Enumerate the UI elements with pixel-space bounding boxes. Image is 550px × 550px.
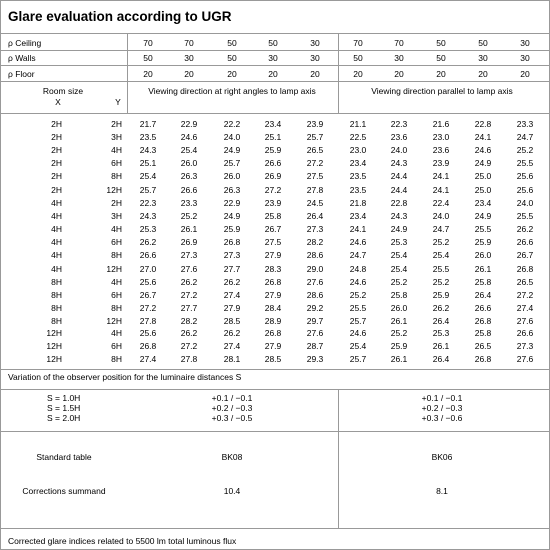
ugr-value: 27.6 — [516, 316, 534, 327]
room-x: 4H — [51, 224, 62, 235]
ugr-value: 25.4 — [349, 341, 367, 352]
ugr-value: 26.1 — [390, 316, 408, 327]
room-x: 2H — [51, 119, 62, 129]
ugr-value: 26.3 — [223, 184, 241, 195]
ugr-value: 27.4 — [223, 341, 241, 352]
h-rule — [1, 369, 549, 370]
reflectance-value: 50 — [353, 53, 363, 63]
corrections-right: 10.4 — [223, 486, 241, 496]
ugr-value: 22.3 — [390, 119, 408, 129]
reflectance-value: 20 — [394, 69, 404, 79]
ugr-value: 28.2 — [180, 316, 198, 327]
ugr-value: 24.3 — [139, 145, 157, 156]
reflectance-value: 70 — [394, 38, 404, 48]
ugr-value: 25.4 — [390, 263, 408, 274]
ugr-value: 26.6 — [139, 250, 157, 261]
ugr-value: 27.8 — [139, 316, 157, 327]
ugr-value: 23.4 — [264, 119, 282, 129]
ugr-value: 24.3 — [390, 158, 408, 169]
h-rule — [1, 81, 549, 82]
ugr-value: 24.0 — [223, 132, 241, 143]
ugr-value: 23.5 — [139, 132, 157, 143]
ugr-value: 26.2 — [139, 237, 157, 248]
variation-right: +0.2 / −0.3 — [211, 403, 253, 413]
ugr-value: 24.9 — [223, 145, 241, 156]
ugr-value: 25.3 — [139, 224, 157, 235]
ugr-value: 25.1 — [139, 158, 157, 169]
ugr-value: 25.2 — [349, 290, 367, 301]
reflectance-value: 30 — [520, 38, 530, 48]
ugr-value: 23.5 — [349, 171, 367, 182]
ugr-value: 26.8 — [474, 354, 492, 365]
ugr-value: 24.6 — [349, 277, 367, 287]
ugr-value: 26.0 — [474, 250, 492, 261]
ugr-value: 27.8 — [306, 184, 324, 195]
ugr-value: 26.1 — [390, 354, 408, 365]
reflectance-value: 70 — [143, 38, 153, 48]
reflectance-value: 20 — [184, 69, 194, 79]
ugr-value: 26.2 — [180, 328, 198, 338]
h-rule — [1, 431, 549, 432]
ugr-value: 26.6 — [180, 184, 198, 195]
room-x: 2H — [51, 158, 62, 169]
ugr-value: 23.9 — [264, 198, 282, 208]
ugr-value: 27.6 — [180, 263, 198, 274]
ugr-value: 24.0 — [432, 211, 450, 222]
ugr-value: 27.3 — [516, 341, 534, 352]
reflectance-value: 20 — [268, 69, 278, 79]
ugr-value: 25.2 — [180, 211, 198, 222]
ugr-value: 25.9 — [264, 145, 282, 156]
reflectance-label: ρ Floor — [8, 69, 35, 79]
reflectance-value: 30 — [268, 53, 278, 63]
ugr-value: 26.5 — [306, 145, 324, 156]
room-x: 4H — [51, 211, 62, 222]
room-x: 8H — [51, 290, 62, 301]
reflectance-value: 20 — [143, 69, 153, 79]
ugr-value: 26.6 — [516, 237, 534, 248]
ugr-value: 24.8 — [349, 263, 367, 274]
ugr-value: 26.0 — [223, 171, 241, 182]
ugr-value: 25.4 — [180, 145, 198, 156]
ugr-value: 26.2 — [223, 277, 241, 287]
ugr-value: 26.6 — [264, 158, 282, 169]
y-header: Y — [115, 97, 121, 107]
reflectance-value: 20 — [310, 69, 320, 79]
ugr-value: 22.8 — [474, 119, 492, 129]
ugr-value: 27.3 — [223, 250, 241, 261]
ugr-value: 25.7 — [306, 132, 324, 143]
ugr-value: 23.9 — [432, 158, 450, 169]
x-header: X — [55, 97, 61, 107]
ugr-value: 23.4 — [349, 211, 367, 222]
room-x: 4H — [51, 263, 62, 274]
reflectance-value: 70 — [353, 38, 363, 48]
ugr-value: 26.4 — [306, 211, 324, 222]
ugr-value: 22.9 — [223, 198, 241, 208]
room-y: 8H — [111, 303, 122, 314]
ugr-value: 28.2 — [306, 237, 324, 248]
ugr-value: 27.9 — [264, 341, 282, 352]
ugr-value: 26.7 — [139, 290, 157, 301]
ugr-value: 25.8 — [474, 328, 492, 338]
reflectance-value: 30 — [184, 53, 194, 63]
reflectance-value: 30 — [520, 53, 530, 63]
reflectance-value: 20 — [478, 69, 488, 79]
ugr-value: 25.7 — [139, 184, 157, 195]
ugr-value: 25.9 — [474, 237, 492, 248]
room-x: 12H — [46, 354, 62, 365]
ugr-value: 25.3 — [390, 237, 408, 248]
h-rule — [1, 65, 549, 66]
ugr-value: 27.4 — [516, 303, 534, 314]
ugr-value: 26.1 — [432, 341, 450, 352]
room-y: 12H — [106, 316, 122, 327]
ugr-value: 25.9 — [390, 341, 408, 352]
ugr-value: 27.2 — [306, 158, 324, 169]
standard-table-label: Standard table — [36, 452, 92, 462]
ugr-value: 28.7 — [306, 341, 324, 352]
ugr-value: 24.1 — [349, 224, 367, 235]
ugr-value: 27.2 — [180, 341, 198, 352]
room-y: 6H — [111, 158, 122, 169]
reflectance-label: ρ Ceiling — [8, 38, 42, 48]
ugr-value: 26.8 — [139, 341, 157, 352]
ugr-value: 25.9 — [223, 224, 241, 235]
room-y: 12H — [106, 184, 122, 195]
ugr-value: 25.4 — [139, 171, 157, 182]
ugr-value: 28.3 — [264, 263, 282, 274]
ugr-value: 27.4 — [139, 354, 157, 365]
ugr-value: 24.6 — [180, 132, 198, 143]
ugr-value: 27.6 — [306, 277, 324, 287]
ugr-value: 26.6 — [474, 303, 492, 314]
ugr-value: 27.6 — [306, 328, 324, 338]
room-y: 4H — [111, 328, 122, 338]
ugr-value: 25.6 — [516, 184, 534, 195]
ugr-value: 25.8 — [264, 211, 282, 222]
ugr-value: 26.7 — [264, 224, 282, 235]
ugr-value: 26.1 — [180, 224, 198, 235]
ugr-value: 25.5 — [349, 303, 367, 314]
ugr-value: 26.5 — [474, 341, 492, 352]
room-y: 3H — [111, 211, 122, 222]
ugr-value: 29.3 — [306, 354, 324, 365]
variation-parallel: +0.1 / −0.1 — [421, 393, 463, 403]
ugr-value: 26.1 — [474, 263, 492, 274]
room-y: 8H — [111, 250, 122, 261]
h-rule — [1, 33, 549, 34]
reflectance-value: 30 — [310, 53, 320, 63]
ugr-value: 26.9 — [180, 237, 198, 248]
ugr-value: 24.9 — [390, 224, 408, 235]
room-y: 4H — [111, 224, 122, 235]
s-label: S = 1.0H — [47, 393, 81, 403]
ugr-value: 27.2 — [180, 290, 198, 301]
ugr-value: 24.7 — [516, 132, 534, 143]
ugr-value: 29.7 — [306, 316, 324, 327]
ugr-value: 25.4 — [432, 250, 450, 261]
ugr-value: 24.0 — [390, 145, 408, 156]
room-x: 8H — [51, 303, 62, 314]
ugr-value: 27.9 — [264, 250, 282, 261]
room-y: 8H — [111, 171, 122, 182]
ugr-value: 23.0 — [432, 132, 450, 143]
ugr-value: 26.8 — [264, 277, 282, 287]
room-x: 8H — [51, 316, 62, 327]
ugr-value: 25.8 — [474, 277, 492, 287]
ugr-value: 26.2 — [516, 224, 534, 235]
ugr-value: 28.5 — [264, 354, 282, 365]
ugr-value: 27.0 — [139, 263, 157, 274]
ugr-value: 27.8 — [180, 354, 198, 365]
ugr-value: 21.1 — [349, 119, 367, 129]
ugr-value: 23.3 — [516, 119, 534, 129]
ugr-value: 22.3 — [139, 198, 157, 208]
ugr-value: 26.3 — [180, 171, 198, 182]
ugr-value: 24.4 — [390, 171, 408, 182]
ugr-value: 25.8 — [390, 290, 408, 301]
ugr-value: 22.9 — [180, 119, 198, 129]
ugr-value: 25.5 — [474, 224, 492, 235]
reflectance-value: 30 — [394, 53, 404, 63]
ugr-value: 25.2 — [432, 237, 450, 248]
ugr-value: 28.6 — [306, 290, 324, 301]
ugr-value: 25.5 — [432, 263, 450, 274]
reflectance-value: 20 — [227, 69, 237, 79]
ugr-value: 27.2 — [516, 290, 534, 301]
ugr-value: 21.6 — [432, 119, 450, 129]
reflectance-value: 20 — [436, 69, 446, 79]
ugr-value: 25.2 — [516, 145, 534, 156]
ugr-value: 26.7 — [516, 250, 534, 261]
ugr-value: 25.6 — [516, 171, 534, 182]
reflectance-value: 50 — [436, 53, 446, 63]
corrections-parallel: 8.1 — [436, 486, 448, 496]
reflectance-value: 50 — [143, 53, 153, 63]
reflectance-value: 50 — [478, 38, 488, 48]
ugr-value: 27.3 — [180, 250, 198, 261]
ugr-value: 26.4 — [432, 316, 450, 327]
ugr-value: 24.0 — [516, 198, 534, 208]
h-rule — [1, 528, 549, 529]
ugr-value: 23.9 — [306, 119, 324, 129]
ugr-value: 21.8 — [349, 198, 367, 208]
page-title: Glare evaluation according to UGR — [8, 9, 232, 24]
room-y: 2H — [111, 119, 122, 129]
ugr-value: 27.7 — [180, 303, 198, 314]
ugr-value: 25.7 — [349, 316, 367, 327]
parallel-header: Viewing direction parallel to lamp axis — [371, 86, 513, 96]
s-label: S = 1.5H — [47, 403, 81, 413]
corrections-label: Corrections summand — [22, 486, 106, 496]
ugr-value: 27.2 — [139, 303, 157, 314]
room-x: 2H — [51, 145, 62, 156]
ugr-value: 26.2 — [223, 328, 241, 338]
ugr-value: 25.0 — [474, 184, 492, 195]
ugr-value: 26.0 — [180, 158, 198, 169]
v-rule — [338, 33, 339, 113]
ugr-value: 26.8 — [516, 263, 534, 274]
ugr-value: 26.4 — [474, 290, 492, 301]
reflectance-value: 50 — [227, 38, 237, 48]
reflectance-value: 50 — [436, 38, 446, 48]
ugr-value: 28.9 — [264, 316, 282, 327]
ugr-value: 25.2 — [390, 328, 408, 338]
room-y: 12H — [106, 263, 122, 274]
ugr-value: 24.9 — [223, 211, 241, 222]
ugr-value: 24.6 — [349, 237, 367, 248]
room-y: 6H — [111, 341, 122, 352]
ugr-value: 25.7 — [223, 158, 241, 169]
ugr-value: 25.6 — [139, 277, 157, 287]
room-x: 12H — [46, 328, 62, 338]
h-rule — [1, 113, 549, 114]
room-x: 2H — [51, 132, 62, 143]
reflectance-value: 20 — [353, 69, 363, 79]
room-x: 4H — [51, 250, 62, 261]
ugr-value: 25.2 — [390, 277, 408, 287]
reflectance-value: 50 — [227, 53, 237, 63]
room-y: 6H — [111, 237, 122, 248]
room-x: 2H — [51, 184, 62, 195]
reflectance-value: 30 — [310, 38, 320, 48]
s-label: S = 2.0H — [47, 413, 81, 423]
ugr-value: 26.9 — [264, 171, 282, 182]
ugr-value: 25.5 — [516, 211, 534, 222]
ugr-value: 23.0 — [349, 145, 367, 156]
ugr-value: 27.5 — [264, 237, 282, 248]
ugr-value: 23.5 — [349, 184, 367, 195]
ugr-value: 28.5 — [223, 316, 241, 327]
ugr-value: 24.1 — [432, 171, 450, 182]
ugr-value: 26.8 — [474, 316, 492, 327]
ugr-value: 25.1 — [264, 132, 282, 143]
ugr-value: 26.8 — [264, 328, 282, 338]
footer-note: Corrected glare indices related to 5500 lm total luminous flux — [8, 536, 237, 546]
ugr-value: 24.7 — [349, 250, 367, 261]
room-x: 12H — [46, 341, 62, 352]
room-y: 4H — [111, 277, 122, 287]
ugr-value: 26.0 — [390, 303, 408, 314]
reflectance-value: 50 — [268, 38, 278, 48]
ugr-value: 27.7 — [223, 263, 241, 274]
ugr-value: 24.5 — [306, 198, 324, 208]
ugr-value: 27.9 — [264, 290, 282, 301]
ugr-value: 24.1 — [474, 132, 492, 143]
reflectance-label: ρ Walls — [8, 53, 36, 63]
ugr-value: 27.9 — [223, 303, 241, 314]
ugr-value: 24.9 — [474, 211, 492, 222]
ugr-value: 25.3 — [432, 328, 450, 338]
right-angles-header: Viewing direction at right angles to lamp axis — [148, 86, 316, 96]
ugr-value: 24.4 — [390, 184, 408, 195]
reflectance-value: 20 — [520, 69, 530, 79]
room-x: 8H — [51, 277, 62, 287]
ugr-value: 27.5 — [306, 171, 324, 182]
variation-parallel: +0.3 / −0.6 — [421, 413, 463, 423]
ugr-value: 26.2 — [432, 303, 450, 314]
ugr-value: 25.5 — [516, 158, 534, 169]
ugr-value: 24.3 — [390, 211, 408, 222]
room-y: 2H — [111, 198, 122, 208]
ugr-value: 24.6 — [349, 328, 367, 338]
variation-right: +0.1 / −0.1 — [211, 393, 253, 403]
ugr-value: 26.6 — [516, 328, 534, 338]
ugr-value: 25.0 — [474, 171, 492, 182]
ugr-value: 24.7 — [432, 224, 450, 235]
room-x: 4H — [51, 237, 62, 248]
h-rule — [1, 50, 549, 51]
ugr-value: 25.6 — [139, 328, 157, 338]
ugr-value: 27.3 — [306, 224, 324, 235]
room-x: 4H — [51, 198, 62, 208]
ugr-value: 25.4 — [390, 250, 408, 261]
ugr-value: 29.0 — [306, 263, 324, 274]
variation-label: Variation of the observer position for the luminaire distances S — [8, 372, 242, 382]
ugr-value: 24.1 — [432, 184, 450, 195]
standard-table-parallel: BK06 — [431, 452, 453, 462]
ugr-value: 25.7 — [349, 354, 367, 365]
ugr-value: 26.4 — [432, 354, 450, 365]
ugr-value: 24.6 — [474, 145, 492, 156]
ugr-value: 26.8 — [223, 237, 241, 248]
v-rule — [338, 389, 339, 528]
variation-parallel: +0.2 / −0.3 — [421, 403, 463, 413]
ugr-value: 22.2 — [223, 119, 241, 129]
ugr-value: 22.8 — [390, 198, 408, 208]
ugr-value: 28.1 — [223, 354, 241, 365]
variation-right: +0.3 / −0.5 — [211, 413, 253, 423]
room-x: 2H — [51, 171, 62, 182]
ugr-value: 27.4 — [223, 290, 241, 301]
ugr-value: 25.9 — [432, 290, 450, 301]
reflectance-value: 30 — [478, 53, 488, 63]
ugr-value: 21.7 — [139, 119, 157, 129]
ugr-value: 23.6 — [390, 132, 408, 143]
ugr-value: 27.2 — [264, 184, 282, 195]
ugr-value: 22.4 — [432, 198, 450, 208]
ugr-value: 24.3 — [139, 211, 157, 222]
reflectance-value: 70 — [184, 38, 194, 48]
room-y: 6H — [111, 290, 122, 301]
ugr-value: 23.4 — [474, 198, 492, 208]
ugr-value: 23.4 — [349, 158, 367, 169]
ugr-value: 23.3 — [180, 198, 198, 208]
ugr-value: 28.6 — [306, 250, 324, 261]
ugr-value: 23.6 — [432, 145, 450, 156]
ugr-value: 24.9 — [474, 158, 492, 169]
room-y: 3H — [111, 132, 122, 143]
standard-table-right: BK08 — [221, 452, 243, 462]
ugr-value: 26.5 — [516, 277, 534, 287]
ugr-value: 26.2 — [180, 277, 198, 287]
ugr-value: 22.5 — [349, 132, 367, 143]
h-rule — [1, 389, 549, 390]
ugr-value: 29.2 — [306, 303, 324, 314]
ugr-value: 25.2 — [432, 277, 450, 287]
room-size-header: Room size — [42, 86, 84, 96]
ugr-value: 28.4 — [264, 303, 282, 314]
ugr-value: 27.6 — [516, 354, 534, 365]
room-y: 4H — [111, 145, 122, 156]
room-y: 8H — [111, 354, 122, 365]
